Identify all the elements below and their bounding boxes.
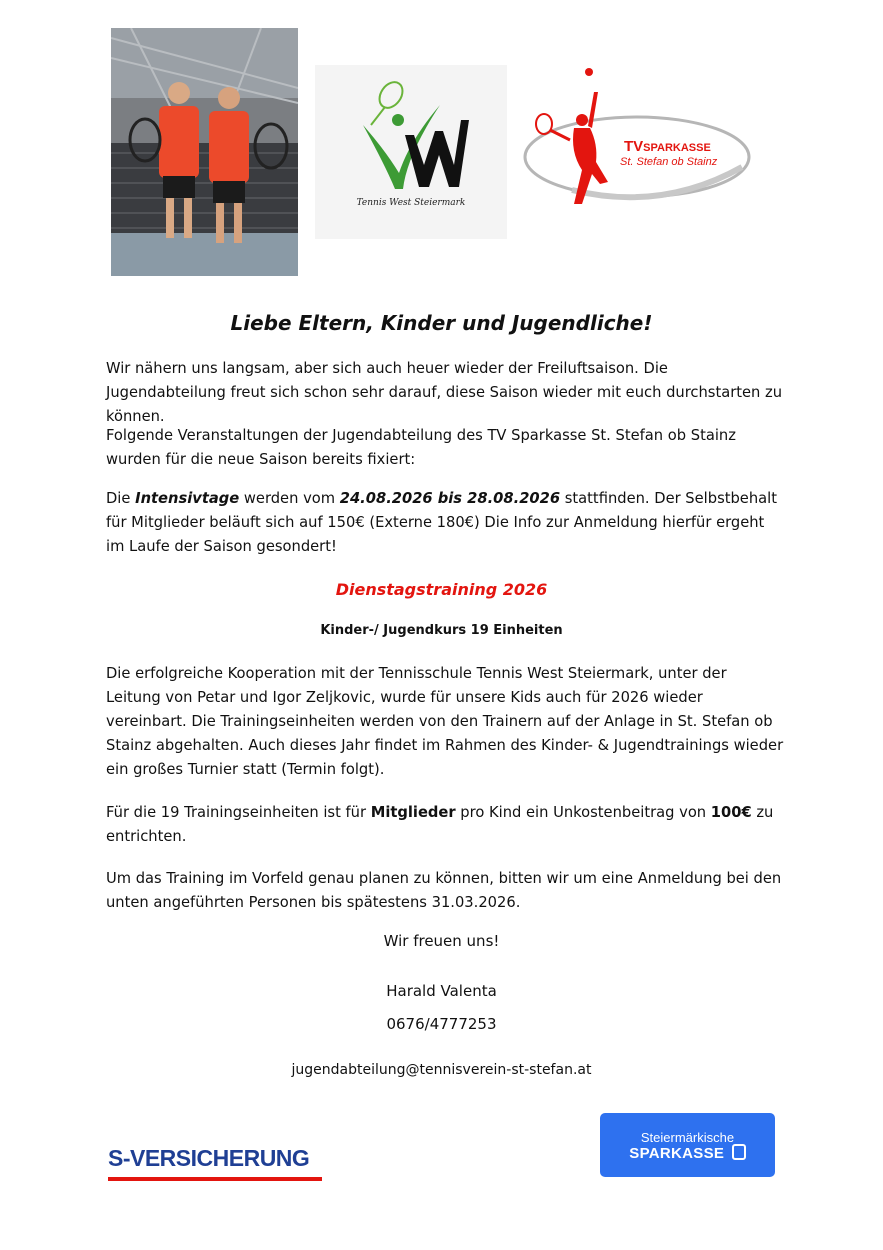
trainer-photo-graphic bbox=[111, 28, 298, 276]
intensive-text-a: Die bbox=[106, 490, 136, 507]
fee-text-e: zu entrichten. bbox=[106, 804, 774, 845]
s-versicherung-underline bbox=[108, 1177, 322, 1181]
tv-logo-location: St. Stefan ob Stainz bbox=[620, 156, 718, 168]
events-paragraph: Folgende Veranstaltungen der Jugendabteilung des TV Sparkasse St. Stefan ob Stainz wurden für die neue Saison bereits fixiert: bbox=[106, 427, 736, 468]
tv-logo-tv: TV bbox=[624, 138, 644, 155]
contact-phone: 0676/4777253 bbox=[386, 1015, 497, 1033]
intro-paragraph: Wir nähern uns langsam, aber sich auch heuer wieder der Freiluftsaison. Die Jugendabteilung freut sich schon sehr darauf, diese Saison wieder mit euch durchstarten zu können. bbox=[106, 360, 783, 425]
s-versicherung-text: S-VERSICHERUNG bbox=[108, 1145, 310, 1171]
sparkasse-line2 bbox=[600, 1144, 775, 1162]
course-title: Kinder-/ Jugendkurs 19 Einheiten bbox=[320, 623, 563, 638]
tww-logo-text: Tennis West Steiermark bbox=[356, 198, 466, 208]
cooperation-paragraph: Die erfolgreiche Kooperation mit der Tennisschule Tennis West Steiermark, unter der Leitung von Petar und Igor Zeljkovic, wurde für unsere Kids auch für 2026 wieder vereinbart. Die Trainingseinheiten werden von den Trainern auf der Anlage in St. Stefan ob Stainz abgehalten. Auch dieses Jahr findet im Rahmen des Kinder- & Jugendtrainings wieder ein großes Turnier statt (Termin folgt). bbox=[106, 665, 784, 778]
tv-logo-sparkasse: SPARKASSE bbox=[643, 142, 711, 154]
fee-paragraph bbox=[106, 801, 786, 849]
intensive-text-c: werden vom bbox=[239, 490, 340, 507]
intensive-text-e: stattfinden. Der Selbstbehalt für Mitglieder beläuft sich auf 150€ (Externe 180€) Die Info zur Anmeldung hierfür ergeht im Laufe der Saison gesondert! bbox=[106, 490, 777, 555]
trainer-photo bbox=[111, 28, 298, 276]
fee-amount: 100€ bbox=[710, 804, 752, 821]
sparkasse-line1: Steiermärkische bbox=[640, 1130, 735, 1145]
contact-name: Harald Valenta bbox=[386, 982, 497, 1000]
tv-logo-title bbox=[624, 138, 711, 155]
closing-text: Wir freuen uns! bbox=[383, 932, 500, 950]
tennis-west-steiermark-logo bbox=[315, 65, 507, 239]
intensive-dates: 24.08.2026 bis 28.08.2026 bbox=[339, 490, 561, 507]
tww-logo-graphic bbox=[315, 65, 507, 239]
section-title: Dienstagstraining 2026 bbox=[335, 580, 548, 599]
fee-text-a: Für die 19 Trainingseinheiten ist für bbox=[106, 804, 371, 821]
s-versicherung-logo bbox=[108, 1145, 322, 1185]
letter-title: Liebe Eltern, Kinder und Jugendliche! bbox=[230, 311, 653, 335]
intensive-days-paragraph bbox=[106, 487, 786, 559]
fee-text-c: pro Kind ein Unkostenbeitrag von bbox=[455, 804, 711, 821]
steiermaerkische-sparkasse-logo bbox=[600, 1113, 775, 1177]
tv-sparkasse-logo bbox=[512, 62, 752, 222]
intensive-label: Intensivtage bbox=[135, 490, 240, 507]
sparkasse-s-icon bbox=[732, 1144, 746, 1160]
sparkasse-line2-text: SPARKASSE bbox=[629, 1145, 725, 1162]
fee-members: Mitglieder bbox=[370, 804, 456, 821]
registration-paragraph: Um das Training im Vorfeld genau planen zu können, bitten wir um eine Anmeldung bei den unten angeführten Personen bis spätestens 31.03.2026. bbox=[106, 870, 782, 911]
contact-email[interactable]: jugendabteilung@tennisverein-st-stefan.at bbox=[291, 1062, 592, 1078]
